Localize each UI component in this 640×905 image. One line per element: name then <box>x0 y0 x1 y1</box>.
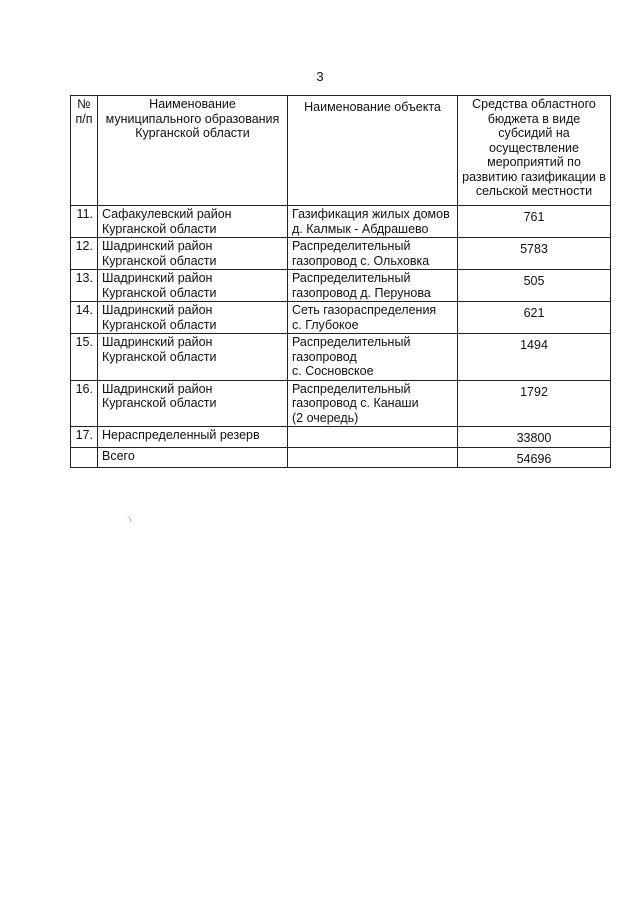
row-num-cell: 15. <box>71 334 98 381</box>
row-amount-cell: 761 <box>458 206 611 238</box>
table-row <box>71 447 611 468</box>
table-body <box>71 206 611 468</box>
row-municipality-cell: Нераспределенный резерв <box>98 427 288 448</box>
row-amount-cell: 621 <box>458 302 611 334</box>
row-num-cell: 14. <box>71 302 98 334</box>
row-amount-cell: 1792 <box>458 380 611 427</box>
row-object-cell <box>288 447 458 468</box>
row-municipality-cell: Сафакулевский район Курганской области <box>98 206 288 238</box>
row-object-cell: Сеть газораспределения с. Глубокое <box>288 302 458 334</box>
row-municipality-cell: Шадринский район Курганской области <box>98 302 288 334</box>
header-num: № п/п <box>71 96 98 206</box>
header-municipality: Наименование муниципального образования Курганской области <box>98 96 288 206</box>
row-object-cell: Распределительный газопровод д. Перунова <box>288 270 458 302</box>
table-row <box>71 206 611 238</box>
row-object-cell <box>288 427 458 448</box>
subsidy-table <box>70 95 611 468</box>
row-amount-cell: 54696 <box>458 447 611 468</box>
table-row <box>71 334 611 381</box>
row-object-cell: Распределительный газопровод с. Канаши (2 очередь) <box>288 380 458 427</box>
row-num-cell: 16. <box>71 380 98 427</box>
table-row <box>71 270 611 302</box>
table-row <box>71 427 611 448</box>
row-municipality-cell: Шадринский район Курганской области <box>98 270 288 302</box>
row-object-cell: Газификация жилых домов д. Калмык - Абдрашево <box>288 206 458 238</box>
row-amount-cell: 1494 <box>458 334 611 381</box>
row-amount-cell: 5783 <box>458 238 611 270</box>
row-municipality-cell: Всего <box>98 447 288 468</box>
row-municipality-cell: Шадринский район Курганской области <box>98 238 288 270</box>
page-number: 3 <box>316 69 324 84</box>
table-row <box>71 380 611 427</box>
header-funds: Средства областного бюджета в виде субсидий на осуществление мероприятий по развитию газификации в сельской местности <box>458 96 611 206</box>
row-num-cell <box>71 447 98 468</box>
table-row <box>71 238 611 270</box>
row-municipality-cell: Шадринский район Курганской области <box>98 334 288 381</box>
row-num-cell: 11. <box>71 206 98 238</box>
row-amount-cell: 505 <box>458 270 611 302</box>
header-object: Наименование объекта <box>288 96 458 206</box>
row-object-cell: Распределительный газопровод с. Ольховка <box>288 238 458 270</box>
table-row <box>71 302 611 334</box>
row-amount-cell: 33800 <box>458 427 611 448</box>
row-municipality-cell: Шадринский район Курганской области <box>98 380 288 427</box>
row-object-cell: Распределительный газопровод с. Сосновское <box>288 334 458 381</box>
scan-artifact: `\ <box>127 517 132 524</box>
row-num-cell: 17. <box>71 427 98 448</box>
row-num-cell: 13. <box>71 270 98 302</box>
row-num-cell: 12. <box>71 238 98 270</box>
table-header-row <box>71 96 611 206</box>
